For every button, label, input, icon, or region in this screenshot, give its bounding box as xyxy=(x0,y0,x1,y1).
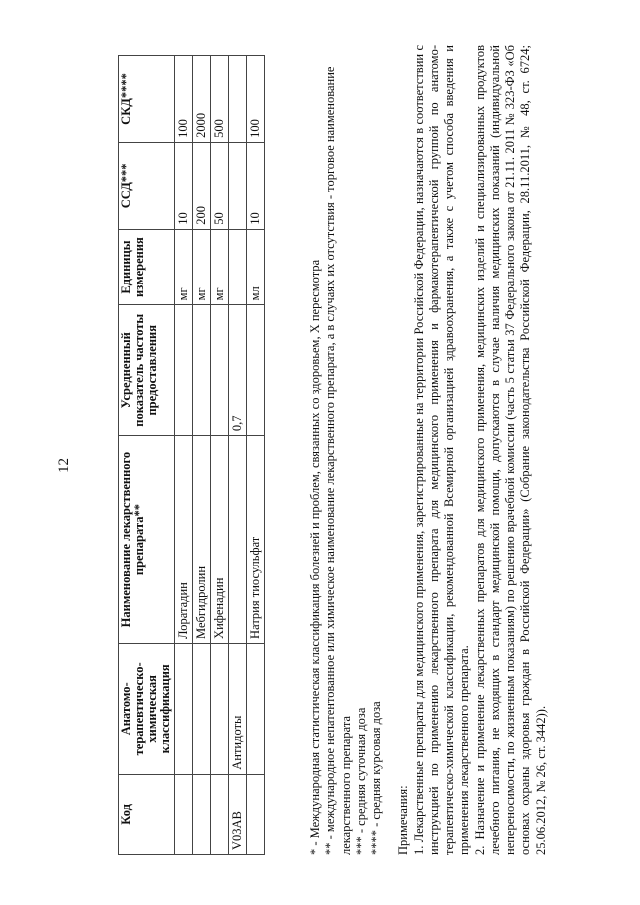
cell-drug: Лоратадин xyxy=(174,435,192,643)
footnote-3: *** - средняя суточная доза xyxy=(353,707,368,855)
header-frequency: Усредненный показатель частоты предоставления xyxy=(119,304,175,435)
remark-1: 1. Лекарственные препараты для медицинского применения, зарегистрированные на территории Российской Федерации, назначаются в соответствии с инструкцией по применению лекарственного препарата для медицинского применения и фармакотерапевтической группой по анатомо-терапевтическо-химической классификации, рекомендованной Всемирной организацией здравоохранения, а также с учетом способа введения и применения лекарственного препарата. xyxy=(411,44,472,855)
cell-code xyxy=(210,774,228,854)
remarks-title: Примечания: xyxy=(396,784,411,855)
table-row xyxy=(228,55,246,854)
cell-frequency: 0,7 xyxy=(228,304,246,435)
cell-skd: 100 xyxy=(174,55,192,142)
cell-atc xyxy=(210,643,228,774)
cell-frequency xyxy=(210,304,228,435)
footnotes xyxy=(308,45,384,855)
cell-unit: мг xyxy=(192,229,210,305)
cell-drug xyxy=(228,435,246,643)
cell-ssd: 10 xyxy=(174,142,192,229)
cell-drug: Натрия тиосульфат xyxy=(246,435,264,643)
cell-ssd: 50 xyxy=(210,142,228,229)
footnote-2: ** - международное непатентованное или химическое наименование лекарственного препарата, а в случаях их отсутствия - торговое наименование лекарственного препарата xyxy=(323,66,353,855)
cell-unit: мл xyxy=(246,229,264,305)
cell-code xyxy=(174,774,192,854)
cell-ssd: 200 xyxy=(192,142,210,229)
cell-frequency xyxy=(246,304,264,435)
header-unit: Единицы измерения xyxy=(119,229,175,305)
table-row xyxy=(174,55,192,854)
cell-skd: 500 xyxy=(210,55,228,142)
cell-atc xyxy=(174,643,192,774)
cell-ssd xyxy=(228,142,246,229)
cell-ssd: 10 xyxy=(246,142,264,229)
cell-unit: мг xyxy=(174,229,192,305)
header-atc: Анатомо-терапевтическо-химическая классификация xyxy=(119,643,175,774)
header-code: Код xyxy=(119,774,175,854)
cell-unit xyxy=(228,229,246,305)
cell-drug: Хифенадин xyxy=(210,435,228,643)
cell-skd: 100 xyxy=(246,55,264,142)
header-ssd: ССД*** xyxy=(119,142,175,229)
drug-table xyxy=(118,55,265,855)
footnote-4: **** - средняя курсовая доза xyxy=(369,700,383,855)
header-drug-name: Наименование лекарственного препарата** xyxy=(119,435,175,643)
cell-unit: мг xyxy=(210,229,228,305)
cell-skd xyxy=(228,55,246,142)
cell-skd: 2000 xyxy=(192,55,210,142)
cell-frequency xyxy=(192,304,210,435)
cell-drug: Мебгидролин xyxy=(192,435,210,643)
cell-code xyxy=(192,774,210,854)
cell-code xyxy=(246,774,264,854)
cell-code: V03AB xyxy=(228,774,246,854)
cell-frequency xyxy=(174,304,192,435)
table-row xyxy=(246,55,264,854)
table-row xyxy=(210,55,228,854)
cell-atc: Антидоты xyxy=(228,643,246,774)
table-header-row xyxy=(119,55,175,854)
page-number: 12 xyxy=(56,457,72,473)
notes-section xyxy=(308,45,549,855)
table-row xyxy=(192,55,210,854)
cell-atc xyxy=(246,643,264,774)
rotated-page-content xyxy=(50,33,590,873)
header-skd: СКД**** xyxy=(119,55,175,142)
cell-atc xyxy=(192,643,210,774)
remark-2: 2. Назначение и применение лекарственных препаратов для медицинского применения, медицинских изделий и специализированных продуктов лечебного питания, не входящих в стандарт медицинской помощи, допускаются в случае наличия медицинских показаний (индивидуальной непереносимости, по жизненным показаниям) по решению врачебной комиссии (часть 5 статьи 37 Федерального закона от 21.11. 2011 № 323-ФЗ «Об основах охраны здоровья граждан в Российской Федерации» (Собрание законодательства Российской Федерации, 28.11.2011, № 48, ст. 6724; 25.06.2012, № 26, ст. 3442)). xyxy=(472,44,548,855)
footnote-1: * - Международная статистическая классификация болезней и проблем, связанных со здоровьем, X пересмотра xyxy=(308,259,322,855)
